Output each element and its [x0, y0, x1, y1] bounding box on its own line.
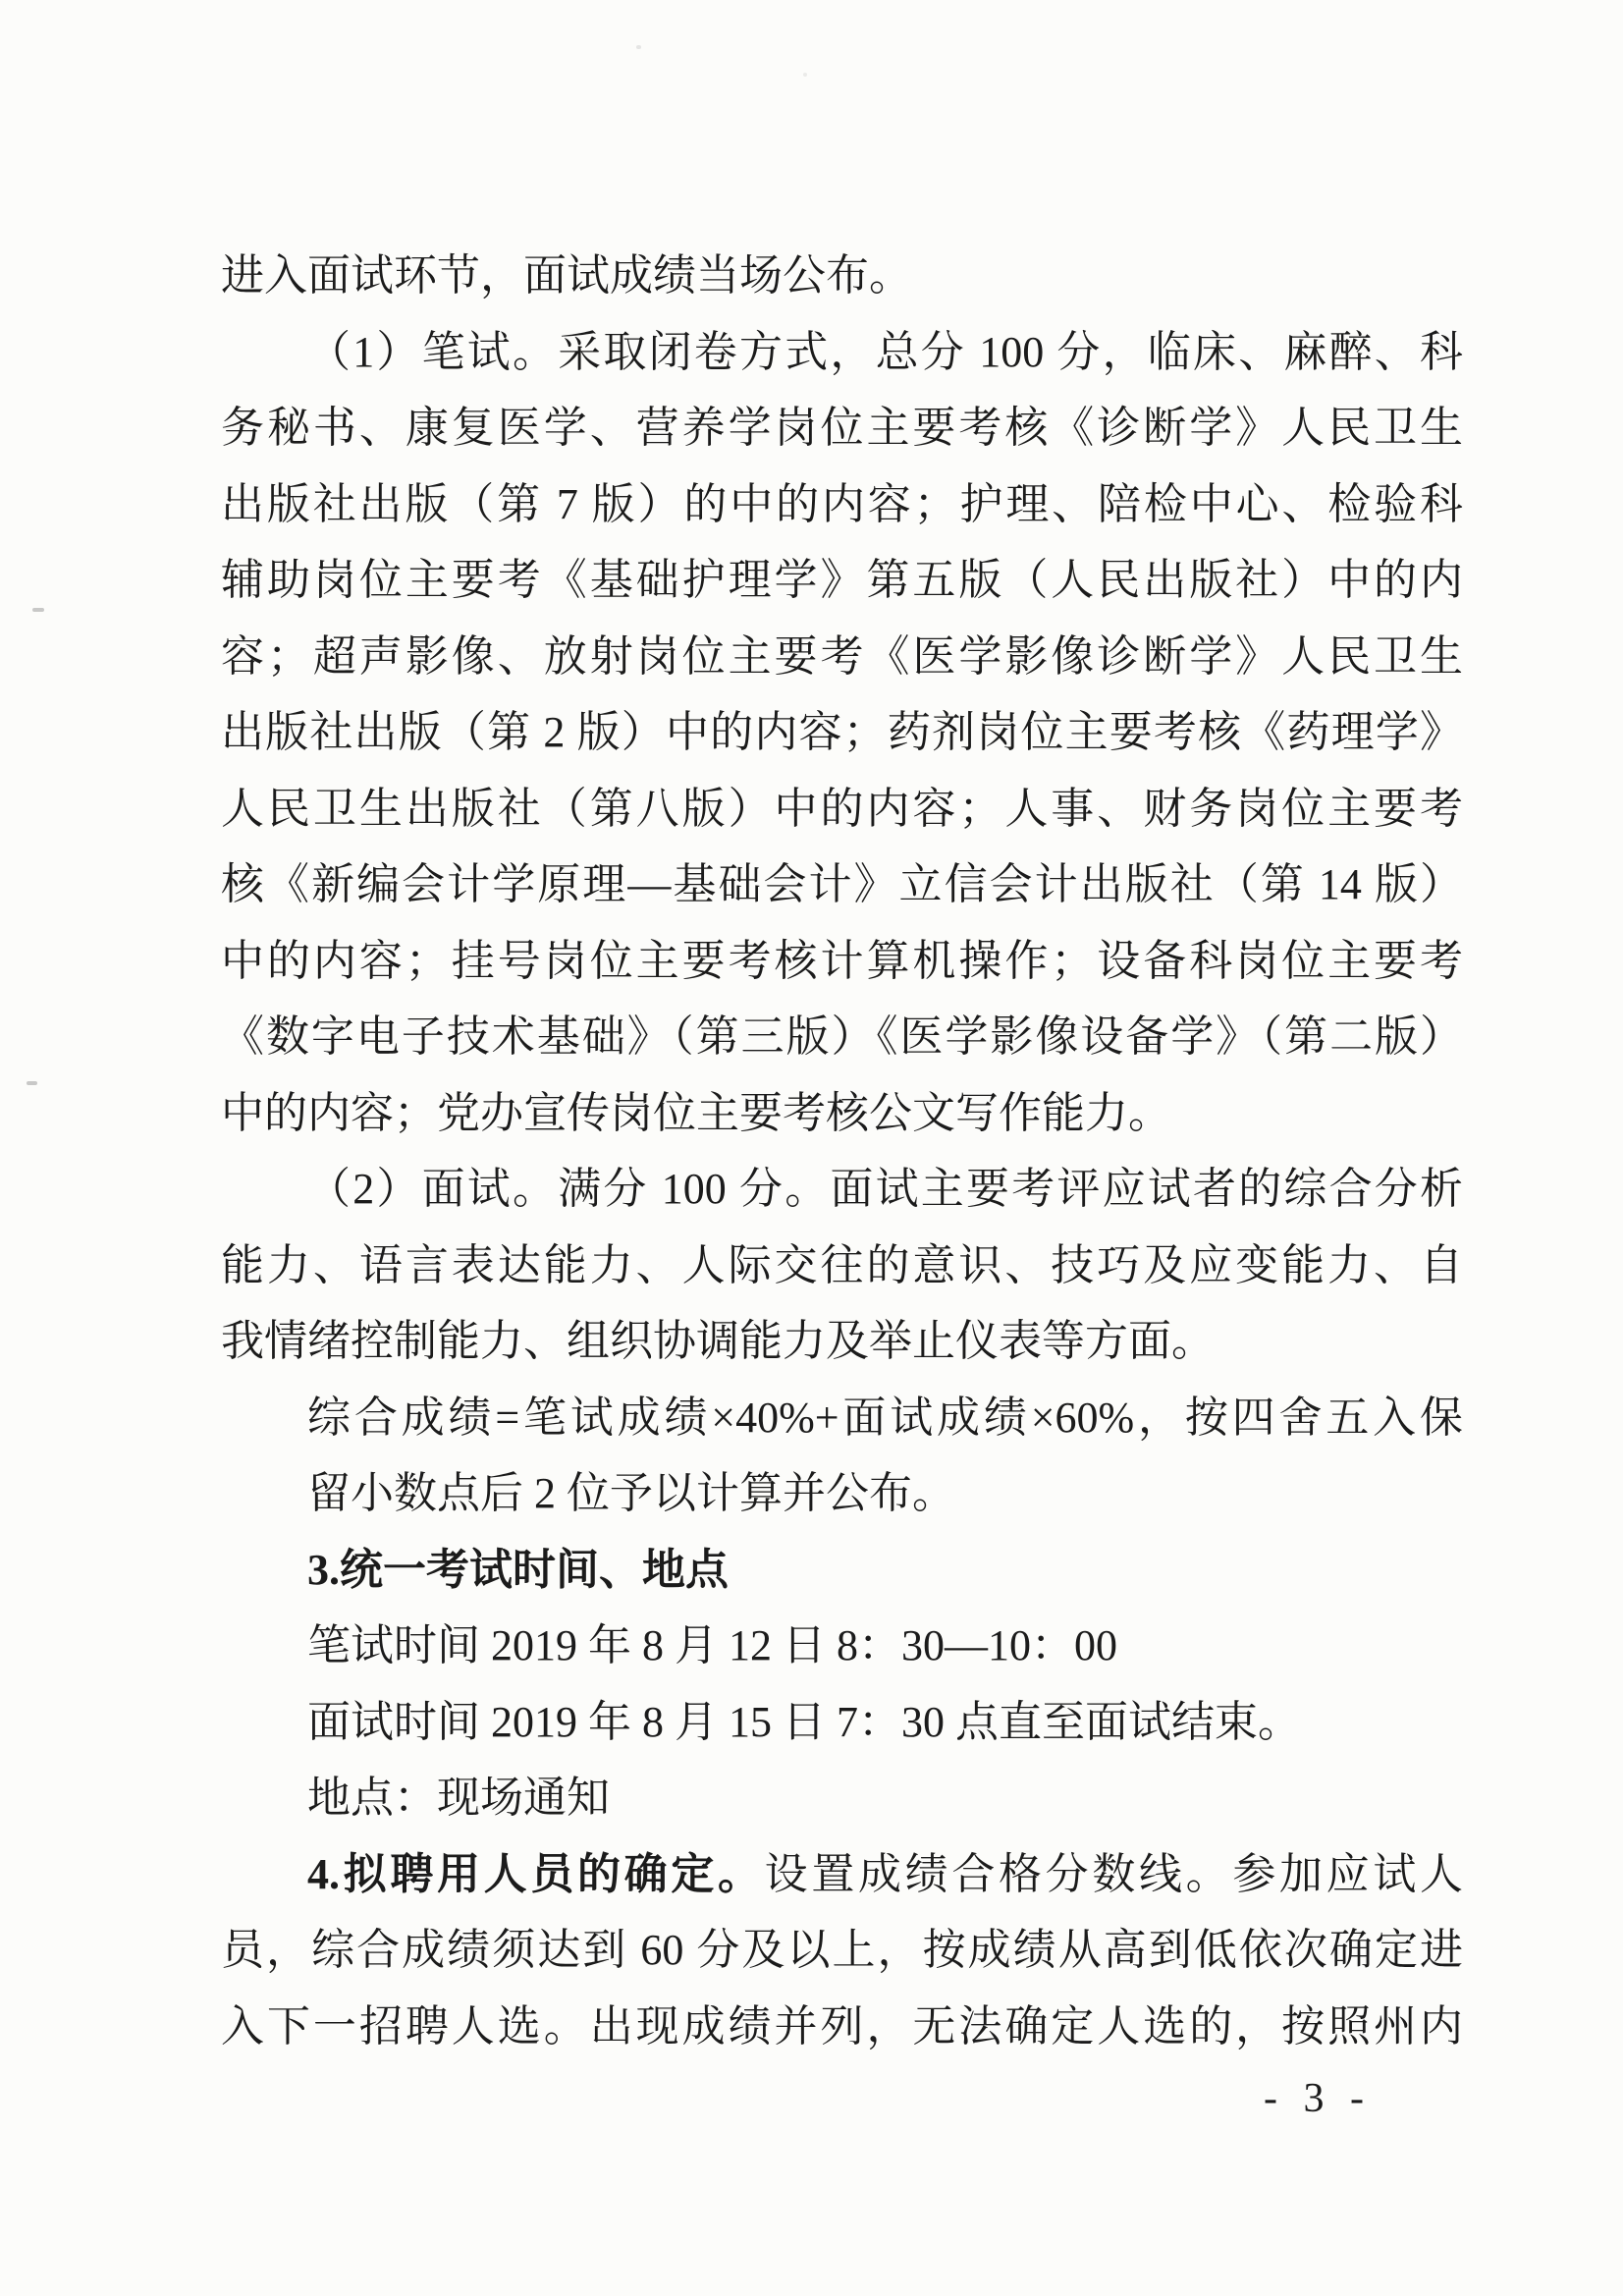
text-line: 能力、语言表达能力、人际交往的意识、技巧及应变能力、自 — [221, 1240, 1463, 1289]
text-segment: 设置成绩合格分数线。参加应试人 — [764, 1849, 1464, 1898]
text-line: 容；超声影像、放射岗位主要考《医学影像诊断学》人民卫生 — [221, 631, 1463, 681]
text-line-written-exam: （1）笔试。采取闭卷方式，总分 100 分，临床、麻醉、科 — [307, 327, 1463, 376]
text-line-interview-time: 面试时间 2019 年 8 月 15 日 7：30 点直至面试结束。 — [307, 1697, 1301, 1746]
text-line: 辅助岗位主要考《基础护理学》第五版（人民出版社）中的内 — [221, 556, 1463, 604]
text-line: 《数字电子技术基础》（第三版）《医学影像设备学》（第二版） — [221, 1012, 1463, 1061]
text-line: 进入面试环节，面试成绩当场公布。 — [221, 251, 912, 300]
scan-artifact — [32, 608, 44, 612]
text-line: 核《新编会计学原理—基础会计》立信会计出版社（第 14 版） — [221, 860, 1463, 908]
heading-hire-determination: 4.拟聘用人员的确定。 — [307, 1849, 765, 1898]
text-line-score-formula: 综合成绩=笔试成绩×40%+面试成绩×60%，按四舍五入保 — [307, 1393, 1463, 1442]
text-line: 员，综合成绩须达到 60 分及以上，按成绩从高到低依次确定进 — [221, 1926, 1463, 1974]
text-line: 出版社出版（第 2 版）中的内容；药剂岗位主要考核《药理学》 — [221, 708, 1463, 756]
text-line-hire-determination — [221, 1836, 1463, 1913]
text-line: 出版社出版（第 7 版）的中的内容；护理、陪检中心、检验科 — [221, 479, 1463, 528]
text-line: 我情绪控制能力、组织协调能力及举止仪表等方面。 — [221, 1317, 1215, 1365]
text-line-interview: （2）面试。满分 100 分。面试主要考评应试者的综合分析 — [307, 1165, 1463, 1213]
text-line: 务秘书、康复医学、营养学岗位主要考核《诊断学》人民卫生 — [221, 404, 1463, 452]
scan-artifact — [27, 1081, 37, 1085]
text-line: 中的内容；党办宣传岗位主要考核公文写作能力。 — [221, 1088, 1171, 1137]
text-line-location: 地点：现场通知 — [307, 1774, 610, 1822]
text-line: 中的内容；挂号岗位主要考核计算机操作；设备科岗位主要考 — [221, 936, 1463, 985]
text-line: 人民卫生出版社（第八版）中的内容；人事、财务岗位主要考 — [221, 784, 1463, 833]
scan-artifact — [636, 45, 641, 49]
document-body — [221, 238, 1463, 2064]
scan-artifact — [803, 73, 807, 77]
heading-exam-time-place: 3.统一考试时间、地点 — [307, 1545, 729, 1594]
text-line: 留小数点后 2 位予以计算并公布。 — [307, 1469, 955, 1517]
text-line: 入下一招聘人选。出现成绩并列，无法确定人选的，按照州内 — [221, 2001, 1463, 2050]
page-number: - 3 - — [1264, 2076, 1372, 2121]
text-line-written-time: 笔试时间 2019 年 8 月 12 日 8：30—10：00 — [307, 1621, 1117, 1669]
